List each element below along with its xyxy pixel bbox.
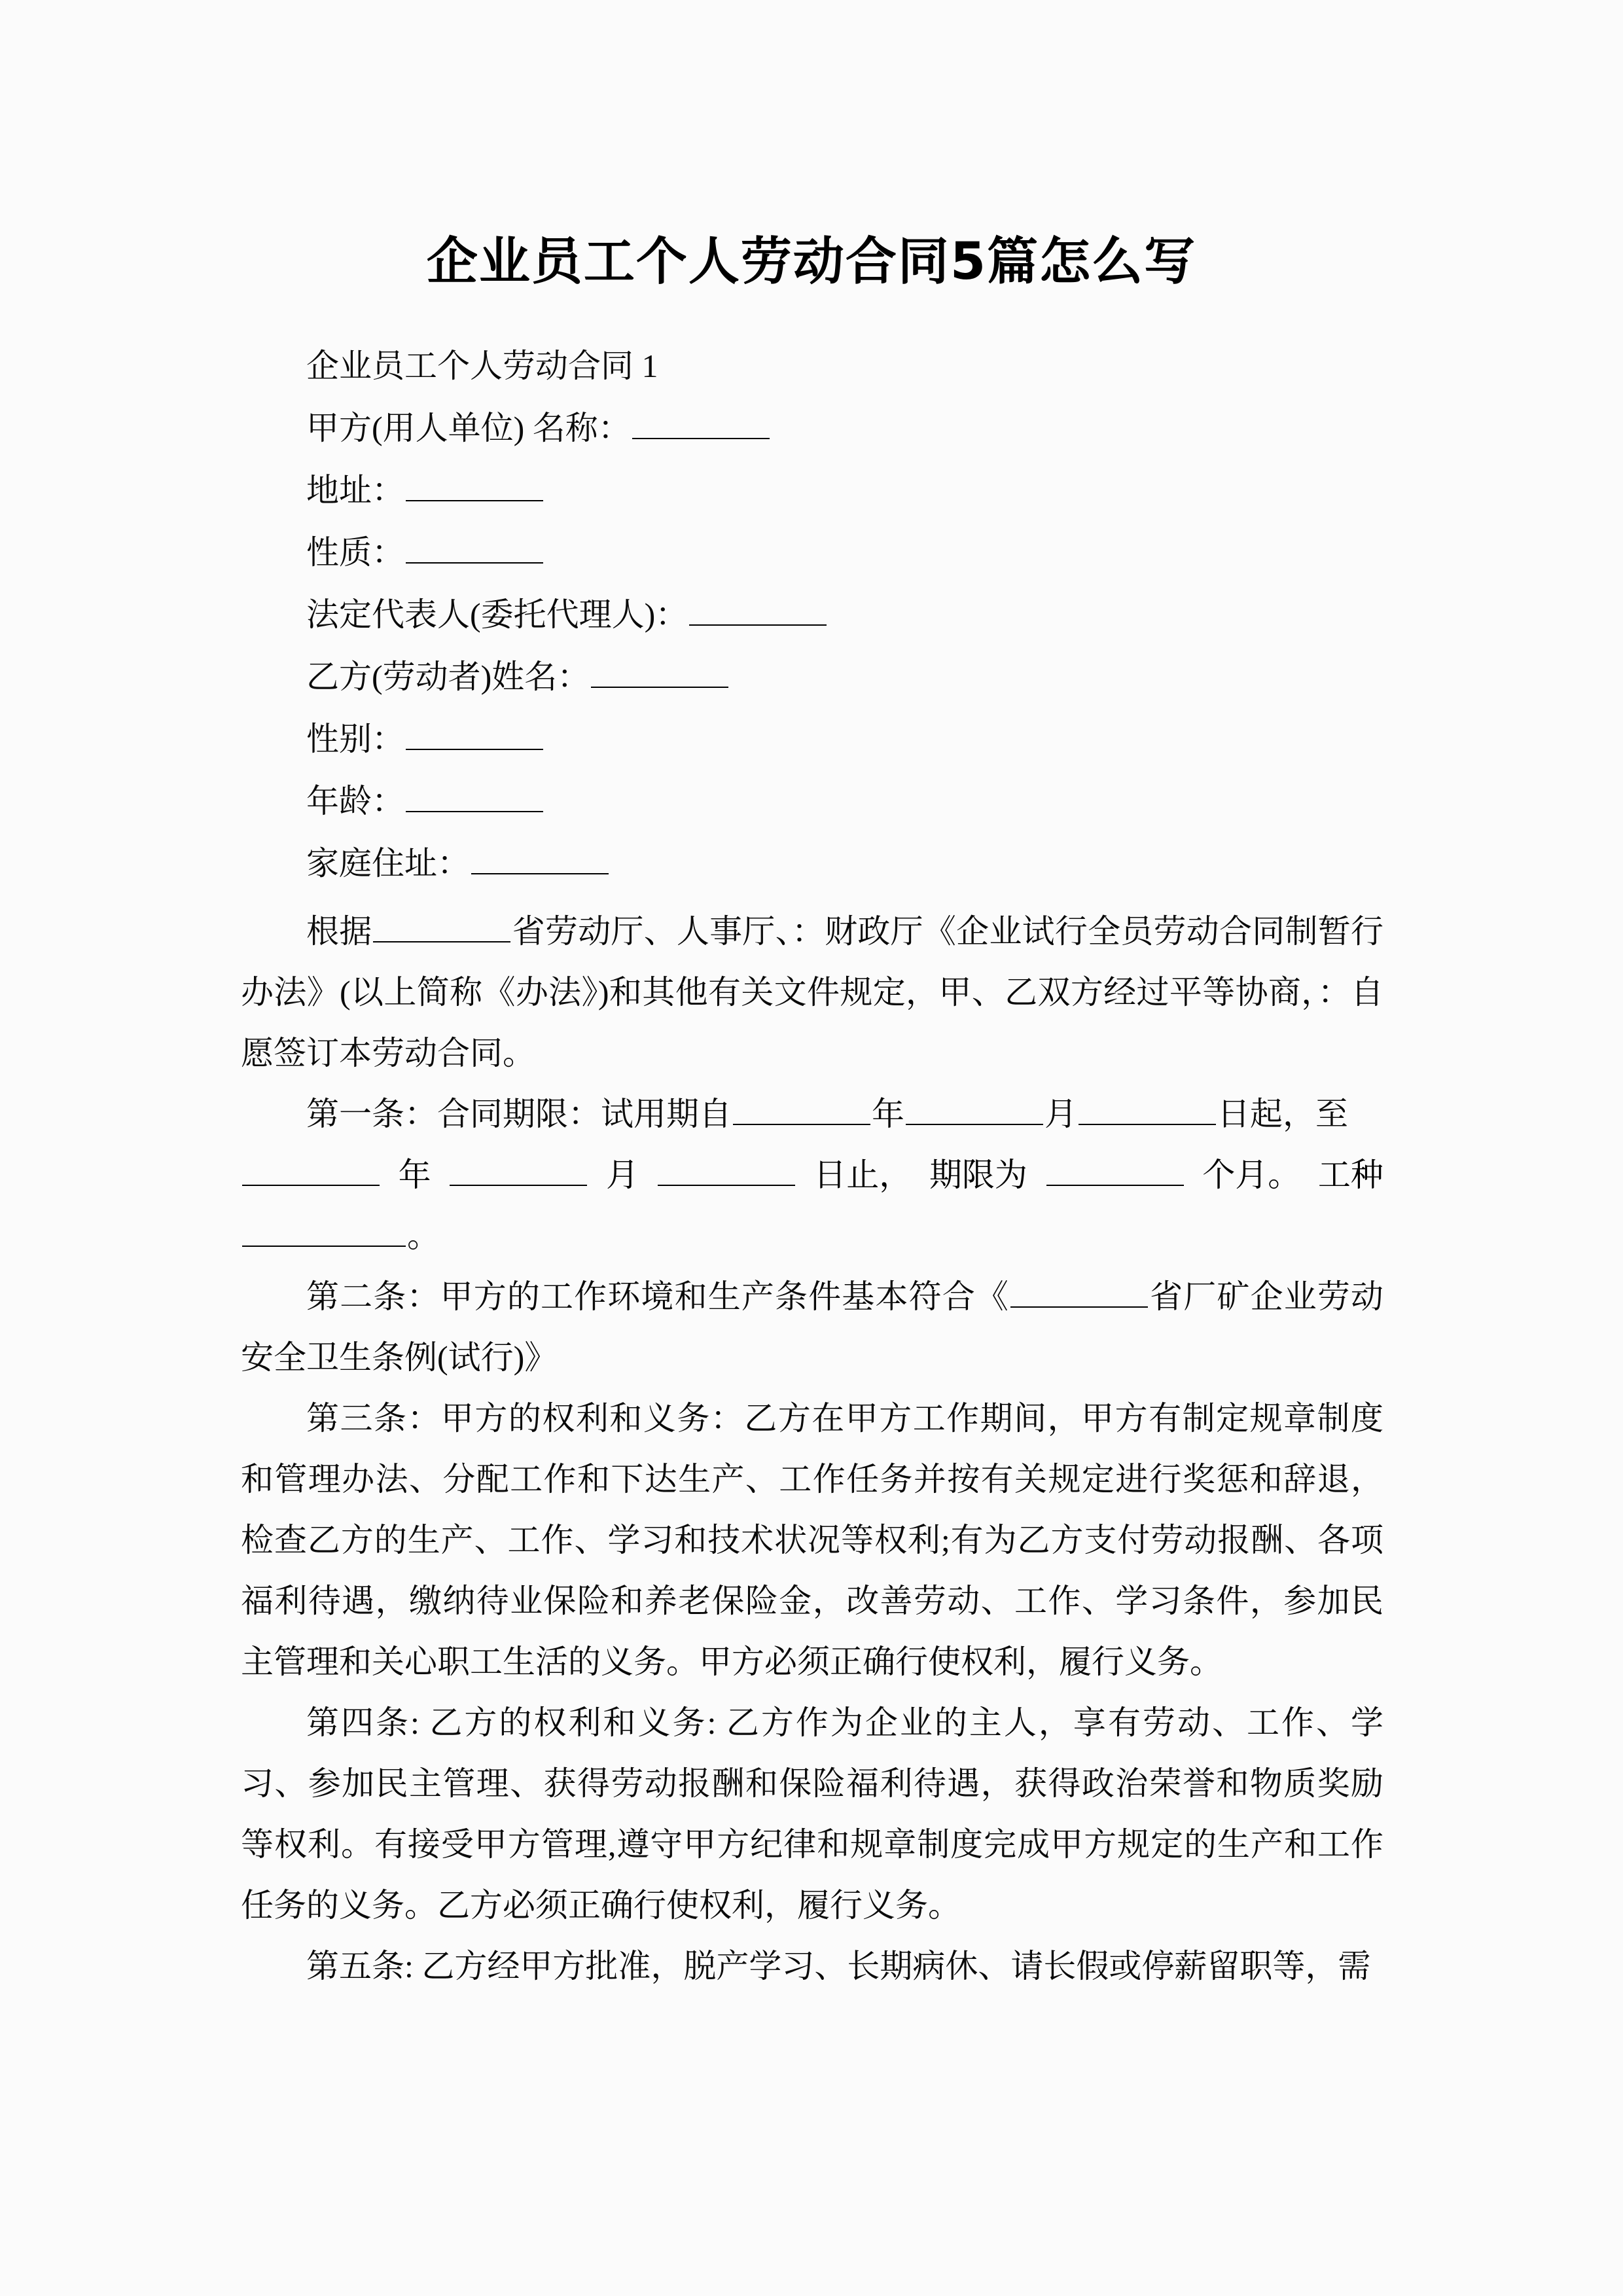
fill-in-blank[interactable]	[406, 719, 543, 750]
field-nature	[241, 522, 1383, 584]
article-3-paragraph: 第三条：甲方的权利和义务：乙方在甲方工作期间，甲方有制定规章制度和管理办法、分配工作和下达生产、工作任务并按有关规定进行奖惩和辞退，检查乙方的生产、工作、学习和技术状况等权利;有为乙方支付劳动报酬、各项福利待遇，缴纳待业保险和养老保险金，改善劳动、工作、学习条件，参加民主管理和关心职工生活的义务。甲方必须正确行使权利，履行义务。	[241, 1400, 1383, 1680]
preamble-rest: 省劳动厅、人事厅、：财政厅《企业试行全员劳动合同制暂行办法》(以上简称《办法》)和其他有关文件规定，甲、乙双方经过平等协商，：自愿签订本劳动合同。	[241, 913, 1384, 1071]
article-1-year: 年	[872, 1096, 904, 1132]
fill-in-blank[interactable]	[658, 1155, 795, 1186]
page-title: 企业员工个人劳动合同5篇怎么写	[426, 232, 1197, 292]
article-1-day-start: 日起，至	[1217, 1096, 1348, 1132]
article-1-day-end: 日止，	[813, 1157, 912, 1193]
article-1-year-2: 年	[398, 1157, 431, 1193]
fill-in-blank[interactable]	[242, 1155, 380, 1186]
fill-in-blank[interactable]	[406, 470, 543, 501]
field-age	[241, 770, 1383, 833]
fill-in-blank[interactable]	[406, 532, 543, 564]
field-legal-representative	[241, 584, 1383, 646]
field-party-a-name	[241, 397, 1383, 459]
fill-in-blank[interactable]	[373, 911, 510, 942]
field-address	[241, 459, 1383, 522]
article-5-paragraph: 第五条: 乙方经甲方批准，脱产学习、长期病休、请长假或停薪留职等，需	[306, 1948, 1371, 1984]
field-label: 乙方(劳动者)姓名：	[306, 658, 590, 695]
fill-in-blank[interactable]	[591, 656, 728, 688]
field-label: 地址：	[306, 472, 404, 509]
article-2-lead: 第二条：甲方的工作环境和生产条件基本符合《	[306, 1278, 1009, 1315]
field-label: 甲方(用人单位) 名称：	[306, 410, 631, 446]
field-home-address	[241, 833, 1383, 895]
preamble-lead: 根据	[306, 913, 372, 950]
fill-in-blank[interactable]	[471, 843, 609, 874]
article-1-lead: 第一条：合同期限：试用期自	[306, 1096, 732, 1132]
field-label: 年龄：	[306, 783, 404, 819]
contract-heading-label: 企业员工个人劳动合同 1	[306, 348, 658, 384]
field-label: 性质：	[306, 534, 404, 571]
field-label: 家庭住址：	[306, 845, 470, 882]
fill-in-blank[interactable]	[450, 1155, 587, 1186]
field-label: 性别：	[306, 721, 404, 757]
article-1-period: 。	[407, 1217, 440, 1254]
fill-in-blank[interactable]	[1079, 1094, 1216, 1125]
fill-in-blank[interactable]	[906, 1094, 1043, 1125]
fill-in-blank[interactable]	[733, 1094, 870, 1125]
article-1-line-1	[241, 1084, 1383, 1145]
article-1-job: 工种	[1317, 1157, 1383, 1193]
fill-in-blank[interactable]	[242, 1215, 406, 1247]
article-1-month: 月	[1044, 1096, 1077, 1132]
article-2-paragraph	[241, 1266, 1383, 1388]
fill-in-blank[interactable]	[1010, 1276, 1148, 1308]
preamble-paragraph	[241, 901, 1383, 1084]
fill-in-blank[interactable]	[406, 781, 543, 812]
article-1-months: 个月。	[1202, 1157, 1301, 1193]
document-body	[241, 335, 1383, 1997]
fill-in-blank[interactable]	[689, 594, 827, 626]
field-label: 法定代表人(委托代理人)：	[306, 596, 688, 633]
field-party-b-name	[241, 646, 1383, 708]
article-2-rest: 省厂矿企业劳动安全卫生条例(试行)》	[241, 1278, 1383, 1376]
contract-heading	[241, 335, 1383, 397]
spacer	[241, 895, 1383, 901]
article-4-paragraph: 第四条: 乙方的权利和义务: 乙方作为企业的主人，享有劳动、工作、学习、参加民主管理、获得劳动报酬和保险福利待遇，获得政治荣誉和物质奖励等权利。有接受甲方管理,遵守甲方纪律和规章制度完成甲方规定的生产和工作任务的义务。乙方必须正确行使权利，履行义务。	[241, 1704, 1383, 1924]
article-1-line-3	[241, 1206, 1383, 1266]
article-1-month-2: 月	[605, 1157, 639, 1193]
field-gender	[241, 708, 1383, 770]
fill-in-blank[interactable]	[632, 408, 770, 439]
article-1-line-2	[241, 1145, 1383, 1206]
fill-in-blank[interactable]	[1046, 1155, 1184, 1186]
article-1-term: 期限为	[929, 1157, 1027, 1193]
